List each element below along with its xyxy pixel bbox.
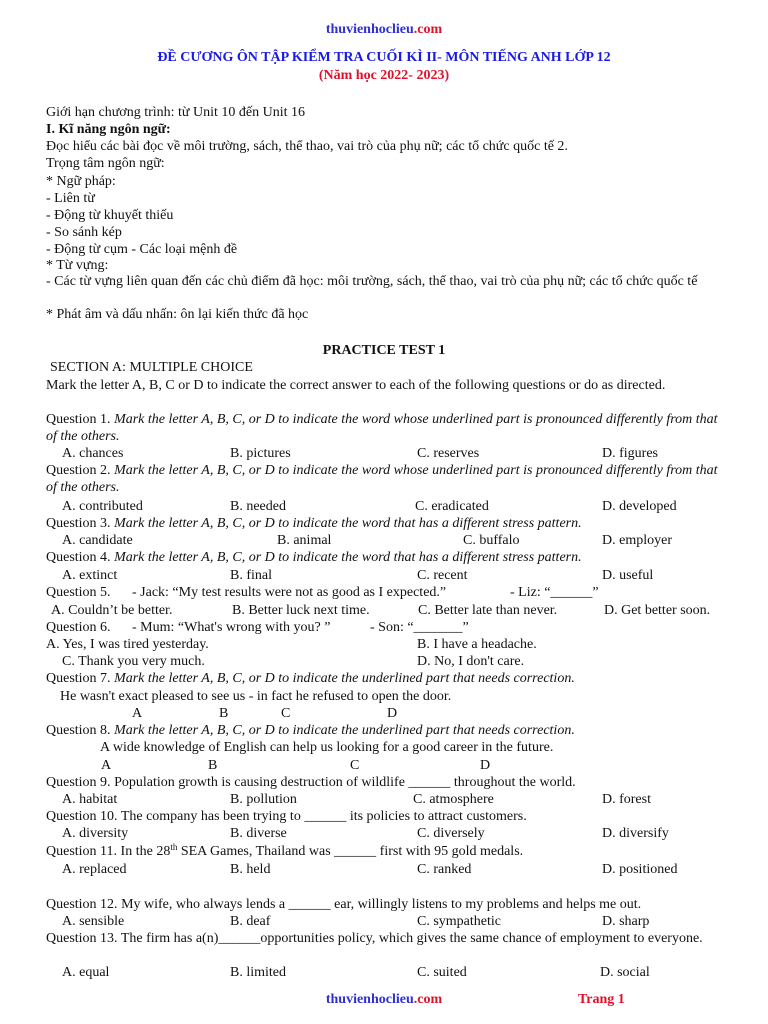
option-c: C. eradicated: [415, 499, 489, 514]
option-d: D. No, I don't care.: [417, 654, 525, 669]
question-prompt: Mark the letter A, B, C, or D to indicate the word whose underlined part is pronounced differently from that of the others.: [46, 463, 718, 495]
option-c: C. sympathetic: [417, 914, 501, 929]
question-2-options: [0, 498, 768, 515]
vocab-heading: * Từ vựng:: [46, 258, 109, 273]
question-8-markers: [0, 757, 768, 774]
option-a: A. sensible: [62, 914, 125, 929]
question-9: [46, 774, 720, 791]
marker-c: C: [350, 758, 360, 773]
prompt-text: In the 28: [120, 844, 171, 859]
option-a: A. replaced: [62, 862, 127, 877]
site-header: [0, 21, 768, 38]
option-a: A. extinct: [62, 568, 118, 583]
footer-site: [0, 991, 768, 1008]
school-year: (Năm học 2022- 2023): [318, 68, 450, 83]
option-d: D. employer: [602, 533, 672, 548]
question-5-options: [0, 602, 768, 619]
option-c: C. recent: [417, 568, 468, 583]
question-4: [46, 549, 720, 566]
prompt-text: SEA Games, Thailand was ______ first with 95 gold medals.: [177, 844, 524, 859]
option-d: D. sharp: [602, 914, 650, 929]
option-b: B. needed: [230, 499, 286, 514]
option-a: A. chances: [62, 446, 124, 461]
question-label: Question 7.: [46, 671, 111, 686]
question-label: Question 11.: [46, 844, 118, 859]
question-prompt: Mark the letter A, B, C, or D to indicate the underlined part that needs correction.: [114, 723, 575, 738]
question-label: Question 9.: [46, 775, 111, 790]
scope-line: Giới hạn chương trình: từ Unit 10 đến Unit 16: [46, 105, 306, 120]
option-b: B. pollution: [230, 792, 297, 807]
question-prompt: - Jack: “My test results were not as good as I expected.”: [132, 585, 447, 600]
option-d: D. developed: [602, 499, 677, 514]
question-12: [46, 896, 720, 913]
test-title: PRACTICE TEST 1: [322, 343, 446, 358]
question-label: Question 4.: [46, 550, 111, 565]
option-a: A. Couldn’t be better.: [51, 603, 173, 618]
question-prompt: - Mum: “What's wrong with you? ”: [132, 620, 331, 635]
section-heading: SECTION A: MULTIPLE CHOICE: [50, 360, 253, 375]
question-2: [46, 462, 720, 496]
question-7-markers: [0, 705, 768, 722]
question-9-options: [0, 791, 768, 808]
question-label: Question 13.: [46, 931, 118, 946]
question-prompt: Mark the letter A, B, C, or D to indicate the word whose underlined part is pronounced differently from that of the others.: [46, 412, 718, 444]
question-10-options: [0, 825, 768, 842]
question-13-options: [0, 964, 768, 981]
question-8: [46, 722, 720, 739]
grammar-item: - Động từ khuyết thiếu: [46, 208, 174, 223]
question-prompt: Mark the letter A, B, C, or D to indicate the underlined part that needs correction.: [114, 671, 575, 686]
question-prompt: My wife, who always lends a ______ ear, willingly listens to my problems and helps me out.: [121, 897, 642, 912]
question-label: Question 12.: [46, 897, 118, 912]
question-3: [46, 515, 720, 532]
option-d: D. positioned: [602, 862, 678, 877]
option-a: A. Yes, I was tired yesterday.: [46, 637, 209, 652]
question-label: Question 8.: [46, 723, 111, 738]
question-prompt: [121, 844, 524, 859]
option-c: C. suited: [417, 965, 467, 980]
question-prompt: The firm has a(n)______opportunities policy, which gives the same chance of employment to everyone.: [120, 931, 703, 946]
question-13: [46, 930, 720, 947]
question-label: Question 1.: [46, 412, 111, 427]
option-d: D. Get better soon.: [604, 603, 711, 618]
page-number: Trang 1: [578, 992, 625, 1007]
marker-a: A: [132, 706, 143, 721]
question-reply: - Son: “_______”: [370, 620, 469, 635]
document-title: ĐỀ CƯƠNG ÔN TẬP KIỂM TRA CUỐI KÌ II- MÔN TIẾNG ANH LỚP 12: [157, 50, 611, 65]
error-sentence: He wasn't exact pleased to see us - in fact he refused to open the door.: [60, 689, 452, 704]
ordinal-suffix: th: [170, 842, 178, 852]
option-c: C. Better late than never.: [418, 603, 558, 618]
question-12-options: [0, 913, 768, 930]
option-b: B. animal: [277, 533, 332, 548]
option-c: C. diversely: [417, 826, 485, 841]
pronunciation-line: * Phát âm và dấu nhấn: ôn lại kiến thức đã học: [46, 307, 309, 322]
option-a: A. habitat: [62, 792, 118, 807]
question-4-options: [0, 567, 768, 584]
option-d: D. diversify: [602, 826, 669, 841]
question-11: [46, 843, 720, 860]
question-6-options-row-2: [0, 653, 768, 670]
option-a: A. diversity: [62, 826, 129, 841]
option-b: B. held: [230, 862, 271, 877]
question-prompt: Mark the letter A, B, C, or D to indicate the word that has a different stress pattern.: [114, 550, 582, 565]
question-label: Question 2.: [46, 463, 111, 478]
option-c: C. reserves: [417, 446, 480, 461]
question-3-options: [0, 532, 768, 549]
question-prompt: Population growth is causing destruction of wildlife ______ throughout the world.: [114, 775, 576, 790]
option-a: A. candidate: [62, 533, 133, 548]
marker-d: D: [480, 758, 491, 773]
grammar-item: - Liên từ: [46, 191, 95, 206]
error-sentence: A wide knowledge of English can help us looking for a good career in the future.: [100, 740, 554, 755]
vocab-item: - Các từ vựng liên quan đến các chủ điểm đã học: môi trường, sách, thể thao, vai trò của phụ nữ; các tổ chức quốc tế: [46, 274, 698, 289]
question-label: Question 6.: [46, 620, 111, 635]
option-c: C. buffalo: [463, 533, 520, 548]
question-11-options: [0, 861, 768, 878]
question-5: [0, 584, 768, 601]
question-label: Question 5.: [46, 585, 111, 600]
marker-b: B: [219, 706, 229, 721]
footer-site-name: thuvienhoclieu: [325, 992, 414, 1007]
option-a: A. equal: [62, 965, 110, 980]
option-b: B. limited: [230, 965, 286, 980]
skills-heading: I. Kĩ năng ngôn ngữ:: [46, 122, 171, 137]
marker-c: C: [281, 706, 291, 721]
grammar-heading: * Ngữ pháp:: [46, 174, 116, 189]
focus-line: Trọng tâm ngôn ngữ:: [46, 156, 165, 171]
option-b: B. diverse: [230, 826, 287, 841]
question-label: Question 10.: [46, 809, 118, 824]
question-1: [46, 411, 720, 445]
question-6: [0, 619, 768, 636]
option-b: B. I have a headache.: [417, 637, 537, 652]
question-6-options-row-1: [0, 636, 768, 653]
option-d: D. figures: [602, 446, 658, 461]
question-7: [46, 670, 720, 687]
question-prompt: Mark the letter A, B, C, or D to indicate the word that has a different stress pattern.: [114, 516, 582, 531]
marker-a: A: [101, 758, 112, 773]
grammar-item: - Động từ cụm - Các loại mệnh đề: [46, 242, 238, 257]
option-a: A. contributed: [62, 499, 143, 514]
option-b: B. deaf: [230, 914, 271, 929]
option-c: C. ranked: [417, 862, 472, 877]
question-reply: - Liz: “______”: [510, 585, 599, 600]
option-b: B. Better luck next time.: [232, 603, 370, 618]
option-c: C. atmosphere: [413, 792, 494, 807]
option-b: B. final: [230, 568, 272, 583]
footer-site-tld: .com: [413, 992, 443, 1007]
question-1-options: [0, 445, 768, 462]
site-tld: .com: [413, 22, 443, 37]
question-prompt: The company has been trying to ______ its policies to attract customers.: [120, 809, 527, 824]
question-label: Question 3.: [46, 516, 111, 531]
option-c: C. Thank you very much.: [62, 654, 205, 669]
option-d: D. forest: [602, 792, 651, 807]
option-d: D. social: [600, 965, 650, 980]
test-instruction: Mark the letter A, B, C or D to indicate the correct answer to each of the following questions or do as directed.: [46, 378, 666, 393]
option-d: D. useful: [602, 568, 654, 583]
question-10: [46, 808, 720, 825]
marker-d: D: [387, 706, 398, 721]
option-b: B. pictures: [230, 446, 291, 461]
reading-line: Đọc hiểu các bài đọc về môi trường, sách, thể thao, vai trò của phụ nữ; các tổ chức quốc tế 2.: [46, 139, 568, 154]
marker-b: B: [208, 758, 218, 773]
grammar-item: - So sánh kép: [46, 225, 122, 240]
site-name: thuvienhoclieu: [325, 22, 414, 37]
